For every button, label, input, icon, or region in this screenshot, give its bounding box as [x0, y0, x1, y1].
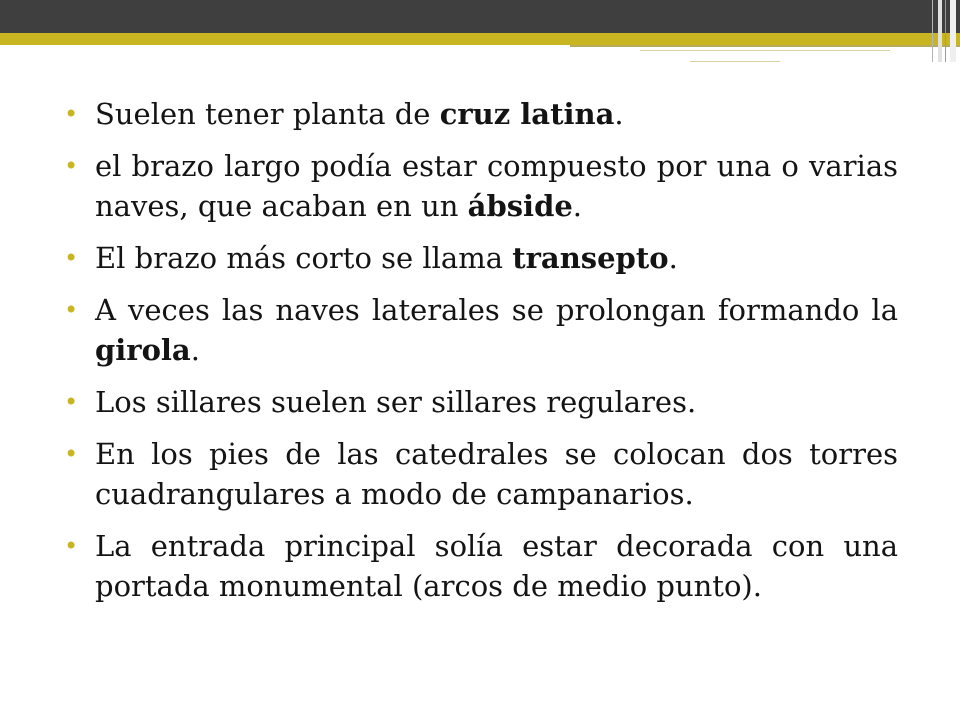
header-stripes: [930, 0, 960, 62]
bullet-item: [64, 526, 898, 606]
stripe: [932, 0, 933, 62]
bullet-dot-icon: •: [64, 440, 79, 468]
bullet-item: [64, 238, 898, 278]
bullet-item: [64, 146, 898, 226]
bullet-dot-icon: •: [64, 152, 79, 180]
bullet-term: cruz latina: [439, 97, 615, 131]
bullet-end: .: [572, 189, 583, 223]
stripe: [938, 0, 942, 62]
stripe: [945, 0, 946, 62]
content-area: [64, 94, 898, 606]
bullet-list: [64, 94, 898, 606]
bullet-text: A veces las naves laterales se prolongan formando la: [95, 293, 898, 327]
bullet-text: La entrada principal solía estar decorada con una portada monumental (arcos de medio punto).: [95, 529, 898, 603]
bullet-text: El brazo más corto se llama: [95, 241, 513, 275]
bullet-item: [64, 94, 898, 134]
bullet-item: [64, 290, 898, 370]
header-rule-thin: [640, 50, 890, 51]
bullet-end: .: [614, 97, 624, 131]
bullet-end: .: [190, 333, 200, 367]
bullet-item: [64, 434, 898, 514]
bullet-end: .: [668, 241, 678, 275]
header-rule-short: [690, 61, 780, 62]
bullet-dot-icon: •: [64, 296, 79, 324]
bullet-text: En los pies de las catedrales se colocan dos torres cuadrangulares a modo de campanarios.: [95, 437, 898, 511]
bullet-dot-icon: •: [64, 100, 79, 128]
bullet-dot-icon: •: [64, 388, 79, 416]
header-bar: [0, 0, 960, 33]
bullet-item: [64, 382, 898, 422]
bullet-term: girola: [95, 333, 191, 367]
stripe: [950, 0, 956, 62]
bullet-text: el brazo largo podía estar compuesto por una o varias naves, que acaban en un: [95, 149, 898, 223]
header-rule: [570, 45, 960, 47]
bullet-text: Los sillares suelen ser sillares regulares.: [95, 385, 697, 419]
bullet-dot-icon: •: [64, 532, 79, 560]
bullet-text: Suelen tener planta de: [95, 97, 440, 131]
bullet-term: transepto: [512, 241, 669, 275]
bullet-dot-icon: •: [64, 244, 79, 272]
header-accent-bar: [0, 33, 960, 45]
bullet-term: ábside: [467, 189, 573, 223]
